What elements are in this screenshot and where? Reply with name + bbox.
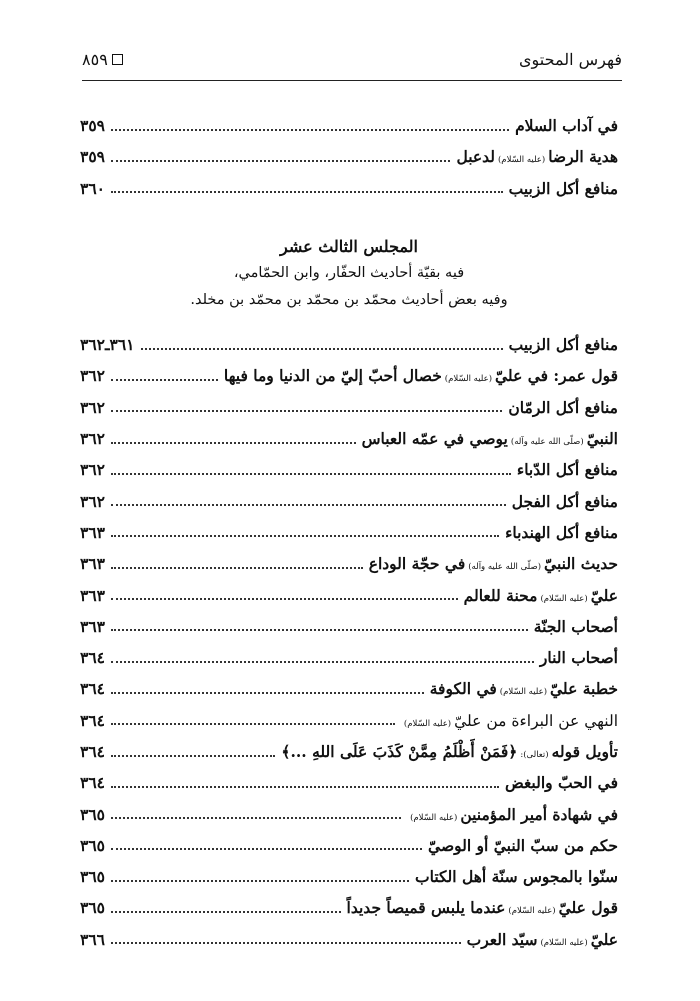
entry-page: ٣٥٩ — [80, 116, 105, 136]
leader-dots — [111, 930, 461, 944]
section-description-line: وفيه بعض أحاديث محمّد بن محمّد بن محمّد بن مخلد. — [190, 292, 508, 308]
leader-dots — [111, 899, 341, 913]
entry-page: ٣٦٤ — [80, 710, 105, 730]
entry-page: ٣٦١ـ٣٦٢ — [80, 335, 135, 355]
entry-page: ٣٦٥ — [80, 804, 105, 824]
entry-title: حكم من سبّ النبيّ أو الوصيّ — [428, 835, 618, 855]
leader-dots — [111, 774, 499, 788]
entry-title: منافع أكل الفجل — [511, 491, 618, 511]
entry-page: ٣٦٤ — [80, 773, 105, 793]
toc-entry[interactable] — [80, 548, 618, 579]
toc-entry[interactable] — [80, 767, 618, 798]
entry-page: ٣٦٣ — [80, 585, 105, 605]
toc-entry[interactable] — [80, 705, 618, 736]
leader-dots — [111, 492, 506, 506]
entry-page: ٣٦٤ — [80, 742, 105, 761]
toc-entry[interactable] — [80, 736, 618, 767]
entry-title-part: ﴿فَمَنْ أَظْلَمُ مِمَّنْ كَذَبَ عَلَى اللهِ ...﴾ — [281, 742, 518, 761]
toc-entry[interactable] — [80, 360, 618, 391]
toc-entry[interactable] — [80, 673, 618, 704]
entry-title-part: في الكوفة — [429, 679, 497, 699]
entry-title — [430, 679, 618, 698]
entry-title-part: خصال أحبّ إليّ من الدنيا وما فيها — [223, 366, 442, 386]
toc-top-list — [80, 110, 618, 204]
section-heading — [80, 234, 618, 314]
entry-title-part: سيّد العرب — [466, 929, 538, 949]
entry-title-part: يوصي في عمّه العباس — [361, 429, 508, 449]
entry-page: ٣٦٦ — [80, 929, 105, 949]
entry-title-part: خطبة عليّ — [550, 679, 618, 699]
toc-entry[interactable] — [80, 892, 618, 923]
toc-entry[interactable] — [80, 485, 618, 516]
entry-title-part: عليّ — [590, 585, 618, 605]
leader-dots — [111, 117, 509, 131]
honorific: (عليه السّلام) — [540, 937, 588, 948]
leader-dots — [141, 336, 503, 350]
honorific: (تعالى): — [520, 750, 549, 760]
entry-title: في آداب السلام — [515, 116, 618, 136]
entry-page: ٣٦٥ — [80, 835, 105, 855]
entry-title: منافع أكل الدّباء — [516, 460, 618, 480]
square-box-icon — [112, 54, 123, 65]
entry-title: منافع أكل الهندباء — [505, 522, 618, 542]
honorific: (عليه السّلام) — [410, 812, 458, 823]
entry-title-part: لدعبل — [456, 147, 495, 167]
leader-dots — [111, 649, 534, 663]
toc-entry[interactable] — [80, 861, 618, 892]
entry-title-part: في شهادة أمير المؤمنين — [460, 804, 618, 824]
toc-entry[interactable] — [80, 454, 618, 485]
leader-dots — [111, 367, 218, 381]
toc-entry[interactable] — [80, 924, 618, 955]
honorific: (عليه السّلام) — [444, 374, 493, 385]
toc-main-list — [80, 329, 618, 955]
entry-title: منافع أكل الزبيب — [508, 178, 618, 198]
entry-title-part: قول عمر: في عليّ — [495, 366, 618, 386]
toc-entry[interactable] — [80, 110, 618, 141]
entry-title-part: عندما يلبس قميصاً جديداً — [346, 898, 506, 918]
entry-page: ٣٦٢ — [80, 460, 105, 480]
entry-title — [281, 742, 618, 761]
honorific: (عليه السّلام) — [497, 155, 546, 166]
leader-dots — [111, 711, 395, 725]
running-header — [82, 44, 622, 81]
entry-title: منافع أكل الرمّان — [508, 397, 618, 417]
entry-title: في الحبّ والبغض — [504, 773, 618, 793]
honorific: (عليه السّلام) — [508, 906, 556, 917]
leader-dots — [111, 430, 356, 444]
toc-entry[interactable] — [80, 798, 618, 829]
toc-entry[interactable] — [80, 392, 618, 423]
leader-dots — [111, 680, 424, 694]
entry-title: أصحاب الجنّة — [533, 616, 618, 636]
toc-entry[interactable] — [80, 611, 618, 642]
entry-title: منافع أكل الزبيب — [508, 335, 618, 355]
entry-page: ٣٦٠ — [80, 178, 105, 198]
entry-page: ٣٦٣ — [80, 522, 105, 542]
toc-entry[interactable] — [80, 579, 618, 610]
entry-title-part: قول عليّ — [558, 898, 618, 918]
toc-entry[interactable] — [80, 329, 618, 360]
leader-dots — [111, 743, 275, 757]
entry-title-part: محنة للعالم — [463, 585, 538, 605]
leader-dots — [111, 523, 499, 537]
page-number-group — [82, 50, 123, 69]
section-title: المجلس الثالث عشر — [280, 237, 418, 256]
toc-entry[interactable] — [80, 517, 618, 548]
entry-title — [347, 898, 618, 917]
honorific: (صلّى الله عليه وآله) — [468, 562, 542, 573]
entry-page: ٣٦٣ — [80, 554, 105, 574]
leader-dots — [111, 617, 528, 631]
entry-title-part: النبيّ — [586, 429, 618, 449]
entry-title — [467, 930, 618, 949]
header-title: فهرس المحتوى — [519, 49, 622, 69]
entry-title — [401, 711, 618, 730]
entry-title-part: تأويل قوله — [551, 742, 618, 761]
entry-page: ٣٦٤ — [80, 648, 105, 668]
leader-dots — [111, 461, 511, 475]
honorific: (عليه السّلام) — [403, 718, 452, 729]
entry-title — [407, 805, 618, 824]
entry-title-part: النهي عن البراءة من عليّ — [454, 711, 618, 730]
leader-dots — [111, 179, 503, 193]
leader-dots — [111, 148, 450, 162]
leader-dots — [111, 868, 409, 882]
leader-dots — [111, 398, 502, 412]
page-number: ٨٥٩ — [82, 49, 108, 69]
toc-entry[interactable] — [80, 173, 618, 204]
leader-dots — [111, 805, 401, 819]
entry-title-part: عليّ — [590, 929, 618, 949]
entry-page: ٣٦٢ — [80, 397, 105, 417]
leader-dots — [111, 836, 422, 850]
entry-title — [369, 554, 618, 573]
entry-title — [224, 366, 618, 385]
leader-dots — [111, 586, 458, 600]
entry-title-part: حديث النبيّ — [544, 554, 618, 574]
leader-dots — [111, 555, 363, 569]
toc-entry[interactable] — [80, 141, 618, 172]
entry-title-part: هدية الرضا — [548, 147, 618, 167]
honorific: (صلّى الله عليه وآله) — [510, 437, 584, 448]
toc-entry[interactable] — [80, 642, 618, 673]
entry-title-part: في حجّة الوداع — [368, 554, 466, 574]
honorific: (عليه السّلام) — [499, 687, 548, 698]
toc-entry[interactable] — [80, 830, 618, 861]
entry-page: ٣٦٢ — [80, 491, 105, 511]
entry-page: ٣٦٤ — [80, 679, 105, 699]
entry-title: أصحاب النار — [539, 648, 618, 668]
entry-page: ٣٥٩ — [80, 147, 105, 167]
section-description-line: فيه بقيّة أحاديث الحفّار، وابن الحمّامي، — [233, 265, 465, 281]
entry-page: ٣٦٢ — [80, 366, 105, 386]
entry-title — [464, 586, 618, 605]
entry-page: ٣٦٥ — [80, 898, 105, 918]
entry-title — [362, 429, 618, 448]
entry-page: ٣٦٥ — [80, 867, 105, 887]
entry-page: ٣٦٣ — [80, 616, 105, 636]
honorific: (عليه السّلام) — [540, 593, 588, 604]
entry-title — [456, 147, 618, 166]
entry-title: سنّوا بالمجوس سنّة أهل الكتاب — [415, 867, 618, 887]
entry-page: ٣٦٢ — [80, 429, 105, 449]
toc-entry[interactable] — [80, 423, 618, 454]
